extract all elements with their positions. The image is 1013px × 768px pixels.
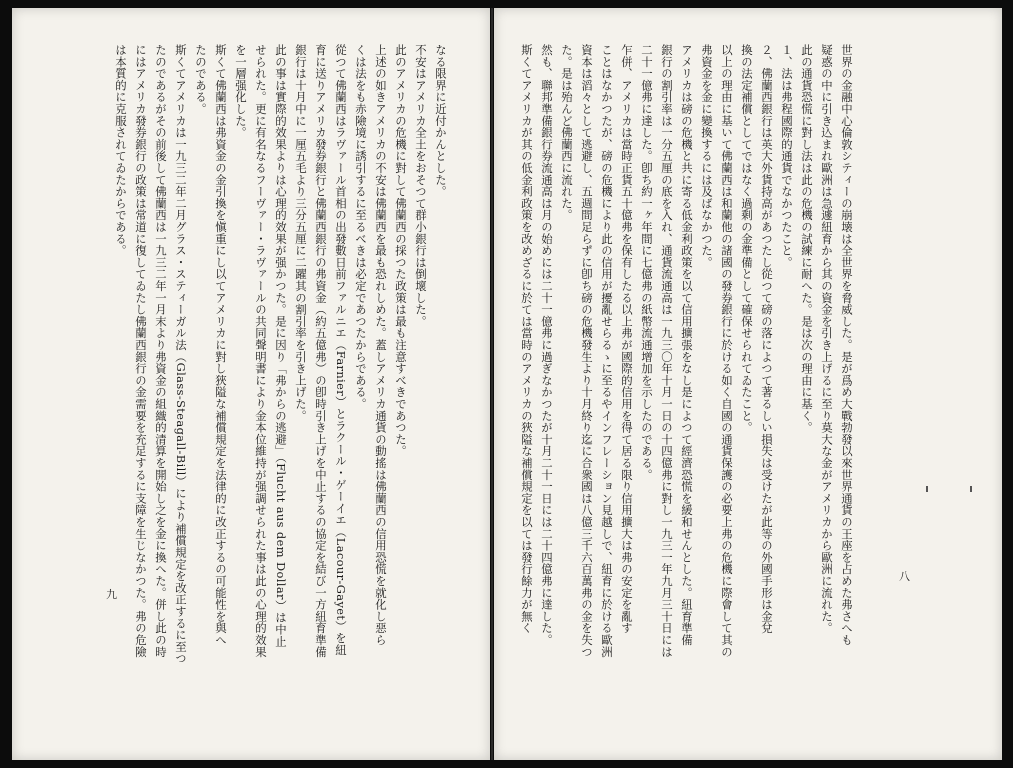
right-page xyxy=(494,8,1002,760)
text-line: 從つて佛蘭西はラヴァール首相の出發數日前ファルニエ（Farnier）とラクール・ゲーイエ（Lacour-Gayet）を紐 xyxy=(334,44,348,656)
text-line: 不安はアメリカ全土をおそつて群小銀行は倒壞した。 xyxy=(414,44,428,328)
text-line: 疑惑の中に引き込まれ歐洲は急遽紐育から其の資金を引き上げるに至り莫大な金がアメリカから歐洲に流れた。 xyxy=(820,44,834,634)
text-line: 此のアメリカの危機に對して佛蘭西の採つた政策は最も注意すべきであつた。 xyxy=(394,44,408,457)
page-number: 九 xyxy=(106,588,117,601)
text-line: 二十一億弗に達した。卽ち約一ヶ年間に七億弗の紙幣流通增加を示したのである。 xyxy=(640,44,654,481)
text-line: 此の事は實際的效果よりは心理的效果が强かつた。是に因り「弗からの逃避」（Flucht aus dem Dollar）は中止 xyxy=(274,44,288,648)
text-line: 斯くてアメリカが其の低金利政策を改めざるに於ては當時のアメリカの狹隘な補償規定を以ては發行餘力が無く xyxy=(520,44,534,634)
scan-speck xyxy=(970,486,972,492)
text-line: 斯くて佛蘭西は弗資金の金引換を愼重にし以てアメリカに對し狹隘な補償規定を法律的に改正するの可能性を與へ xyxy=(214,44,228,646)
text-line: 斯くてアメリカは一九三二年二月グラス・スティーガル法（Glass-Steagall-Bill）により補償規定を改正するに至つ xyxy=(174,44,188,665)
text-line: 資本は滔々として逃避し、五週間足らずに卽ち磅の危機發生より十月終り迄に合衆國は八億三千六百萬弗の金を失つ xyxy=(580,44,594,658)
text-line: 育に送りアメリカ發券銀行と佛蘭西銀行の弗資金（約五億弗）の卽時引き上げを中止するの協定を結び一方紐育準備 xyxy=(314,44,328,658)
text-line: たのであるがその前後して佛蘭西は一九三二年一月末より弗資金の組織的清算を開始し之を金に換へた。併し此の時 xyxy=(154,44,168,658)
text-line: くは法をも赤險境に誘引するに至るべきは必定であつたからである。 xyxy=(354,44,368,410)
text-line: ２、佛蘭西銀行は英大外貨持高があつたし從つて磅の落によつて著るしい損失は受けたが此等の外國手形は金兌 xyxy=(760,44,774,634)
text-line: 銀行の割引率は一分五厘の底を入れ、通貨流通高は一九三〇年十月一日の十四億弗に對し一九三一年九月三十日には xyxy=(660,44,674,658)
text-line: にはアメリカ發券銀行の政策は常道に復してゐたし佛蘭西銀行の金需要を充足するに支障を生じなかつた。弗の危險 xyxy=(134,44,148,658)
text-line: なる限界に近付かんとした。 xyxy=(434,44,448,198)
right-page-text xyxy=(514,44,854,684)
text-line: 世界の金融中心倫敦シティーの崩壊は全世界を脅威した。是が爲め大戰勃發以來世界通貨の王座を占めた弗さへも xyxy=(840,44,854,646)
gutter xyxy=(491,8,493,760)
text-line: 上述の如きアメリカの不安は佛蘭西を最も恐れしめた。蓋しアメリカ通貨の動搖は佛蘭西の信用恐慌を就化し惡ら xyxy=(374,44,388,646)
text-line: せられた。更に有名なるフーヴァー・ラヴァールの共同聲明書により金本位維持が强調せられた事は此の心理的效果 xyxy=(254,44,268,658)
text-line: 乍併、アメリカは當時正貨五十億弗を保有したる以上弗が國際的信用を得て居る限り信用擴大は弗の安定を亂す xyxy=(620,44,634,634)
scan-speck xyxy=(926,486,928,492)
text-line: １、法は弗程國際的通貨でなかつたこと。 xyxy=(780,44,794,269)
text-line: を一層强化した。 xyxy=(234,44,248,139)
text-line: 銀行は十月中に一厘五毛より三分五厘に二躍其の割引率を引き上げた。 xyxy=(294,44,308,422)
text-line: ことはなかつたが、磅の危機により此の信用が擾亂せらるゝに至るやインフレーション見越しで、紐育に於ける歐洲 xyxy=(600,44,614,658)
left-page xyxy=(12,8,490,760)
text-line: は本質的に克服されてゐたからである。 xyxy=(114,44,128,257)
page-number: 八 xyxy=(899,570,910,583)
text-line: 然も、聯邦準備銀行券流通高は月の始めには二十一億弗に過ぎなかつたが十月二十一日には二十四億弗に達した。 xyxy=(540,44,554,646)
text-line: アメリカは磅の危機と共に寄る低金利政策を以て信用擴張をなし是によつて經濟恐慌を緩和せんとした。紐育準備 xyxy=(680,44,694,646)
text-line: 此の通貨恐慌に對し法は此の危機の試練に耐へた。是は次の理由に基く。 xyxy=(800,44,814,434)
text-line: 以上の理由に基いて佛蘭西は和蘭他の諸國の發券銀行に於ける如く自國の通貨保護の必要上弗の危機に際會して其の xyxy=(720,44,734,658)
text-line: た。是は殆んど佛蘭西に流れた。 xyxy=(560,44,574,221)
text-line: たのである。 xyxy=(194,44,208,115)
text-line: 弗資金を金に變換するには及ばなかつた。 xyxy=(700,44,714,269)
text-line: 換の法定補償としてではなく過剩の金準備として確保せられてゐたこと。 xyxy=(740,44,754,434)
